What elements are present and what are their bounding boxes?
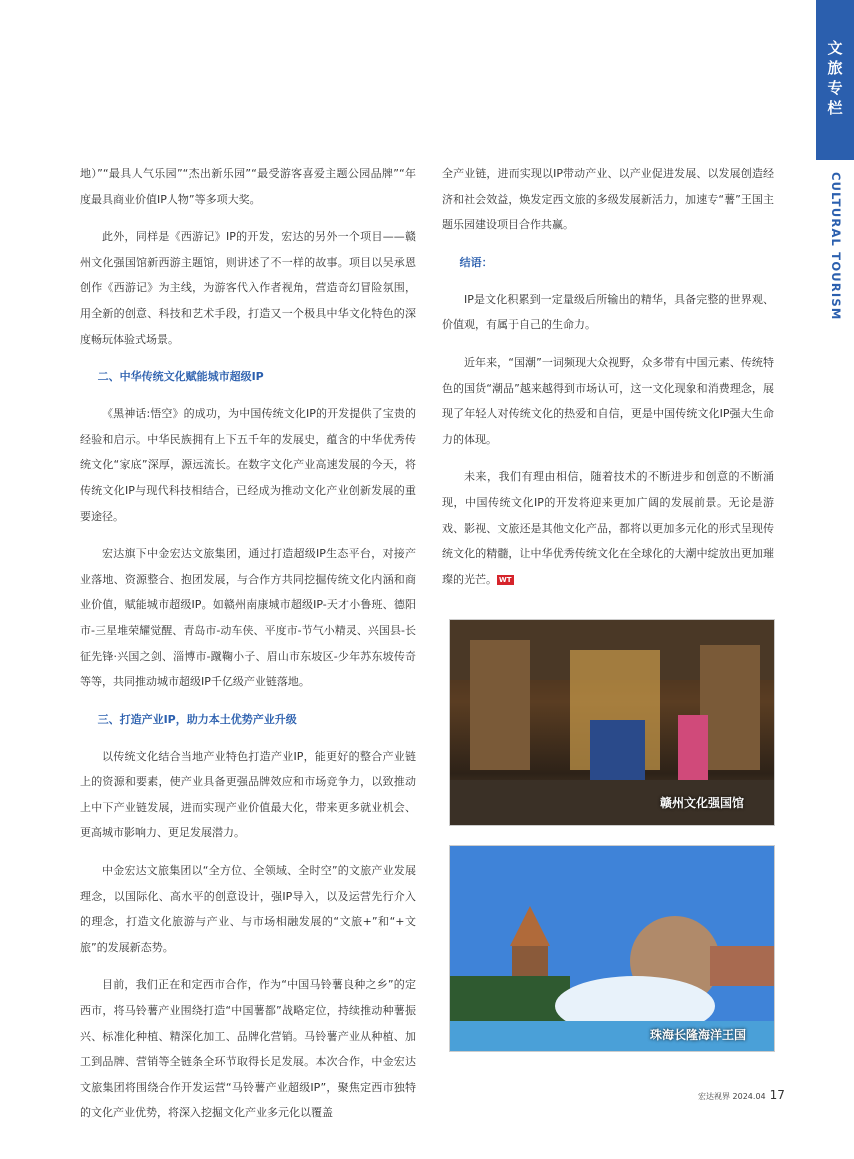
paragraph: 宏达旗下中金宏达文旅集团，通过打造超级IP生态平台，对接产业落地、资源整合、抱团发展，与合作方共同挖掘传统文化内涵和商业价值，赋能城市超级IP。如赣州南康城市超级IP-天才小鲁班、德阳市-三星堆荣耀觉醒、青岛市-动车侠、平度市-节气小精灵、兴国县-长征先锋·兴国之剑、淄博市-蹴鞠小子、眉山市东坡区-少年苏东坡传奇等等，共同推动城市超级IP千亿级产业链落地。 [80,547,416,689]
magazine-name: 宏达视界 2024.04 [698,1092,766,1101]
section-heading: 三、打造产业IP，助力本土优势产业升级 [97,712,297,726]
paragraph-text: 未来，我们有理由相信，随着技术的不断进步和创意的不断涌现，中国传统文化IP的开发将迎来更加广阔的发展前景。无论是游戏、影视、文旅还是其他文化产品，都将以更加多元化的形式呈现传统文化的精髓，让中华优秀传统文化在全球化的大潮中绽放出更加璀璨的光芒。 [442,470,774,586]
section-tab-char: 旅 [827,59,843,77]
section-tab-char: 文 [827,39,843,57]
photo-caption: 珠海长隆海洋王国 [650,1028,747,1042]
conclusion-heading: 结语： [459,255,493,269]
paragraph: 中金宏达文旅集团以“全方位、全领域、全时空”的文旅产业发展理念，以国际化、高水平的创意设计，强IP导入，以及运营先行介入的理念，打造文化旅游与产业、与市场相融发展的“文旅+”和“+文旅”的发展新态势。 [80,864,416,954]
section-tab-char: 栏 [827,99,843,117]
photo-caption: 赣州文化强国馆 [660,796,745,810]
page-number: 17 [769,1088,785,1102]
end-mark-icon: WT [499,575,512,584]
paragraph: 以传统文化结合当地产业特色打造产业IP，能更好的整合产业链上的资源和要素，使产业具备更强品牌效应和市场竞争力，以致推动上中下产业链发展，进而实现产业价值最大化，带来更多就业机会、更高城市影响力、更足发展潜力。 [80,749,416,840]
ocean-park-scene-image [450,846,774,1051]
paragraph: IP是文化积累到一定量级后所输出的精华，具备完整的世界观、价值观，有属于自己的生命力。 [442,292,774,332]
ocean-park-photo [449,845,775,1052]
page-footer [698,1088,785,1102]
left-column [80,161,416,1138]
section-tab-char: 专 [827,79,843,97]
paragraph: 《黑神话:悟空》的成功，为中国传统文化IP的开发提供了宝贵的经验和启示。中华民族拥有上下五千年的发展史，蕴含的中华优秀传统文化“家底”深厚，源远流长。在数字文化产业高速发展的今天，将传统文化IP与现代科技相结合，已经成为推动文化产业创新发展的重要途径。 [80,407,416,523]
section-english-label: CULTURAL TOURISM [829,172,843,321]
paragraph [442,464,774,592]
section-heading: 二、中华传统文化赋能城市超级IP [97,370,264,384]
right-column [442,161,774,604]
paragraph: 此外，同样是《西游记》IP的开发，宏达的另外一个项目——赣州文化强国馆新西游主题馆，则讲述了不一样的故事。项目以吴承恩创作《西游记》为主线，为游客代入作者视角，营造奇幻冒险氛围，用全新的创意、科技和艺术手段，打造又一个极具中华文化特色的深度畅玩体验式场景。 [80,230,416,346]
museum-photo [449,619,775,826]
paragraph: 全产业链，进而实现以IP带动产业、以产业促进发展、以发展创造经济和社会效益，焕发定西文旅的多级发展新活力，加速专“薯”王国主题乐园建设项目合作共赢。 [442,167,774,232]
paragraph: 近年来，“国潮”一词频现大众视野，众多带有中国元素、传统特色的国货“潮品”越来越得到市场认可，这一文化现象和消费理念，展现了年轻人对传统文化的热爱和自信，更是中国传统文化IP强大生命力的体现。 [442,355,774,446]
section-tab [816,0,854,160]
paragraph: 地）”“最具人气乐园”“杰出新乐园”“最受游客喜爱主题公园品牌”“年度最具商业价值IP人物”等多项大奖。 [80,167,416,206]
paragraph: 目前，我们正在和定西市合作，作为“中国马铃薯良种之乡”的定西市，将马铃薯产业围绕打造“中国薯都”战略定位，持续推动种薯振兴、标准化种植、精深化加工、品牌化营销。马铃薯产业从种植、加工到品牌、营销等全链条全环节取得长足发展。本次合作，中金宏达文旅集团将围绕合作开发运营“马铃薯产业超级IP”，聚焦定西市独特的文化产业优势，将深入挖掘文化产业多元化以覆盖 [80,978,416,1120]
